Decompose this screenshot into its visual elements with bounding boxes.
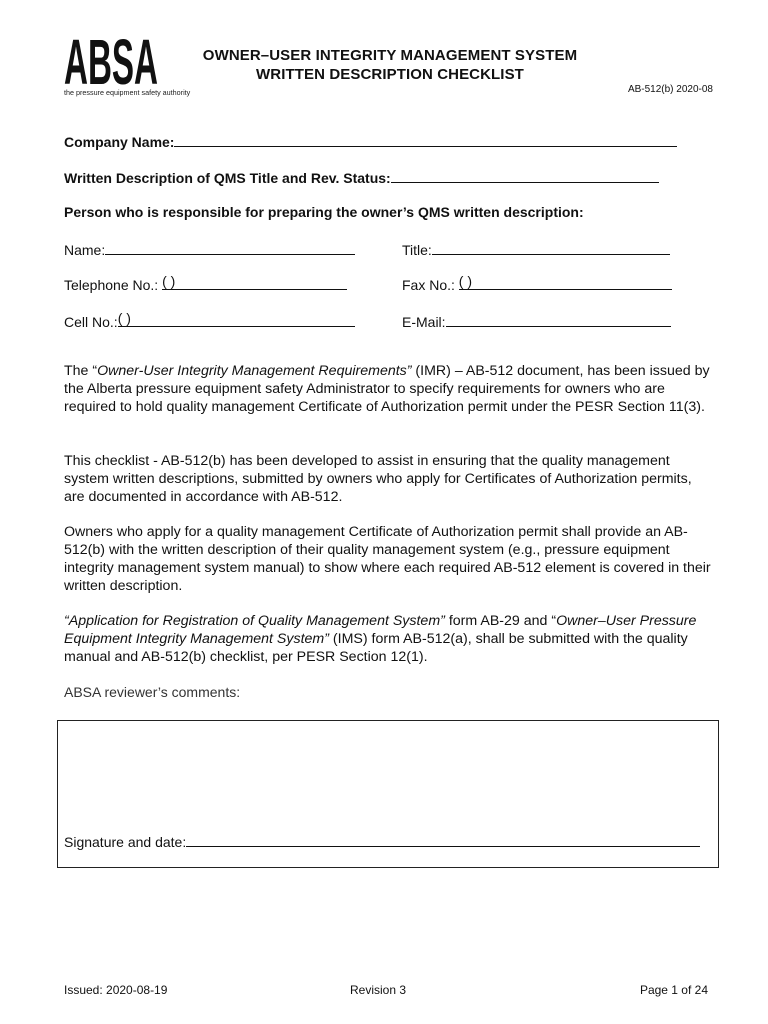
submission-paragraph [64, 612, 714, 666]
email-label: E-Mail: [402, 314, 446, 330]
p1-text-a: The “ [64, 363, 98, 379]
company-name-field[interactable] [174, 132, 677, 147]
absa-logo-mark [64, 28, 160, 90]
signature-label: Signature and date: [64, 834, 187, 850]
ab29-form-title: “Application for Registration of Quality Management System” [64, 613, 445, 629]
reviewer-comments-label: ABSA reviewer’s comments: [64, 684, 241, 700]
qms-title-label: Written Description of QMS Title and Rev. Status: [64, 170, 391, 186]
title-row [402, 240, 670, 258]
owner-requirements-paragraph: Owners who apply for a quality management Certificate of Authorization permit shall provide an AB-512(b) with the written description of their quality management system (e.g., pressure equipment integrity management system manual) to show where each required AB-512 element is covered in their written description. [64, 524, 711, 594]
fax-field[interactable] [459, 275, 672, 290]
responsible-person-heading: Person who is responsible for preparing the owner’s QMS written description: [64, 204, 584, 220]
telephone-label: Telephone No.: [64, 277, 159, 293]
title-label: Title: [402, 242, 432, 258]
company-name-label: Company Name: [64, 134, 175, 150]
cell-field[interactable] [118, 312, 355, 327]
checklist-purpose-paragraph: This checklist - AB-512(b) has been developed to assist in ensuring that the quality management system written descriptions, submitted by owners who apply for Certificates of Authorization permits, are documented in accordance with AB-512. [64, 453, 692, 505]
email-row [402, 312, 671, 330]
title-field[interactable] [432, 240, 670, 255]
cell-label: Cell No.: [64, 314, 118, 330]
name-row [64, 240, 355, 258]
ims-form-title: Owner–User Pressure Equipment Integrity Management System” [64, 613, 697, 647]
company-name-row [64, 132, 677, 150]
logo-text: ABSA [64, 28, 158, 90]
intro-paragraph [64, 362, 714, 416]
fax-label: Fax No.: [402, 277, 455, 293]
telephone-row [64, 275, 347, 293]
footer-page-number: Page 1 of 24 [639, 983, 708, 997]
document-title-line-2: WRITTEN DESCRIPTION CHECKLIST [256, 66, 524, 83]
footer-revision: Revision 3 [350, 983, 407, 997]
name-label: Name: [64, 242, 106, 258]
footer-issued-date: Issued: 2020-08-19 [64, 983, 168, 997]
logo-tagline: the pressure equipment safety authority [64, 88, 191, 97]
qms-title-field[interactable] [391, 168, 659, 183]
telephone-area-code: ( ) [162, 273, 176, 289]
signature-field[interactable] [186, 832, 700, 847]
email-field[interactable] [446, 312, 671, 327]
form-code: AB-512(b) 2020-08 [627, 84, 713, 95]
p4-text-b: (IMS) form AB-512(a), shall be submitted with the quality manual and AB-512(b) checklist, per PESR Section 12(1). [64, 631, 688, 665]
cell-row [64, 312, 355, 330]
qms-title-row [64, 168, 659, 186]
signature-row [64, 832, 700, 850]
cell-area-code: ( ) [117, 310, 131, 326]
p1-text-b: (IMR) – AB-512 document, has been issued by the Alberta pressure equipment safety Administrator to specify requirements for owners who are required to hold quality management Certificate of Authorization permit under the PESR Section 11(3). [64, 363, 710, 415]
fax-area-code: ( ) [458, 273, 473, 289]
fax-row [402, 275, 672, 293]
p4-text-a: form AB-29 and “ [444, 613, 557, 629]
name-field[interactable] [105, 240, 355, 255]
document-title-line-1: OWNER–USER INTEGRITY MANAGEMENT SYSTEM [202, 47, 578, 64]
imr-document-title: Owner-User Integrity Management Requirements” [97, 363, 412, 379]
telephone-field[interactable] [162, 275, 347, 290]
